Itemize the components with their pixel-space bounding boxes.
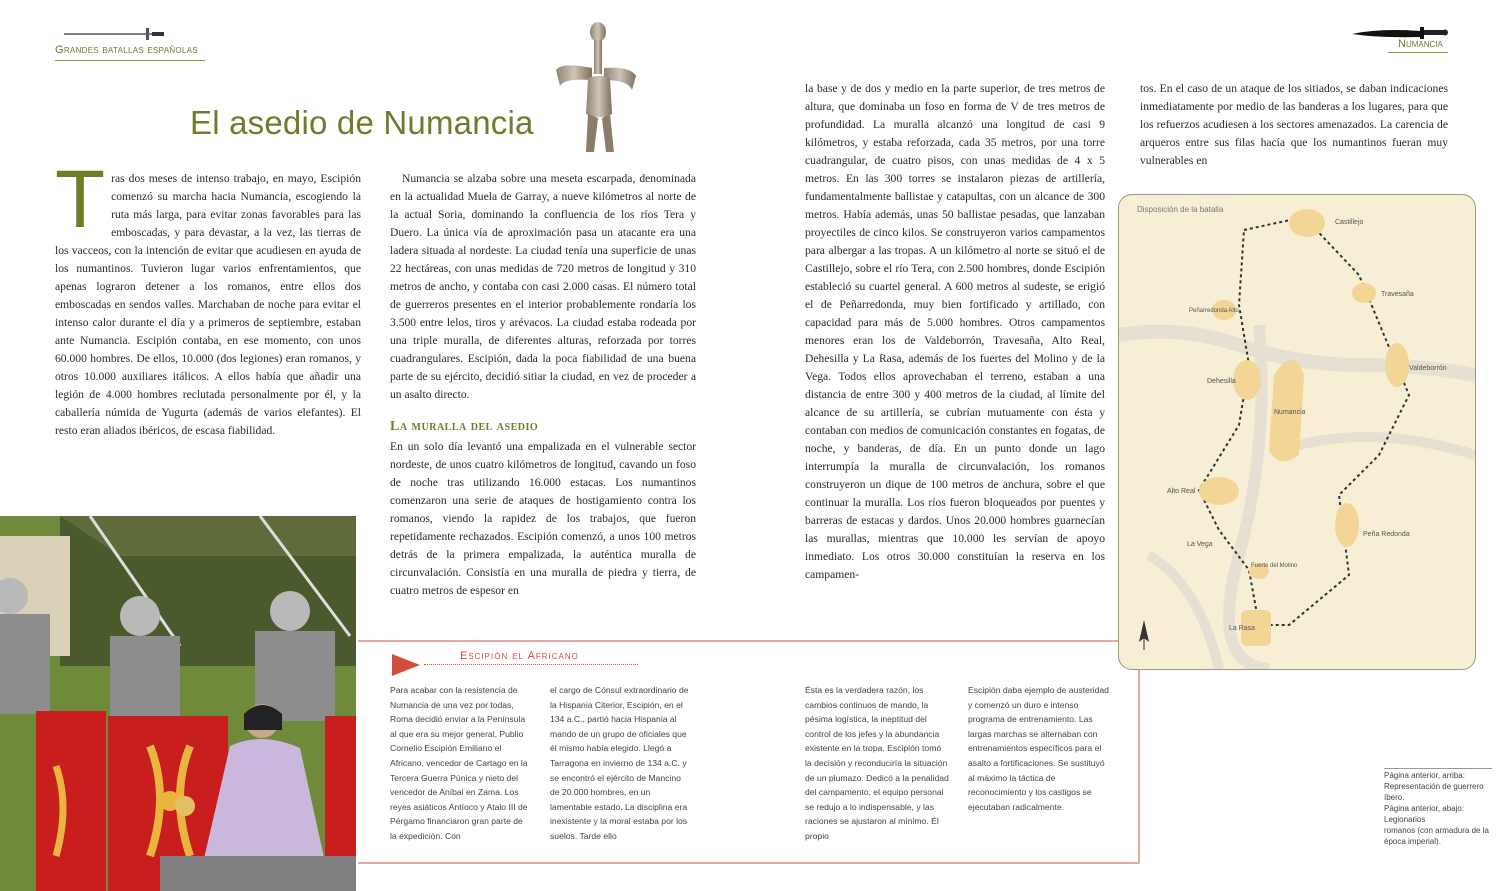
image-caption	[1384, 770, 1494, 847]
map-label-fuerte-molino: Fuerte del Molino	[1251, 563, 1298, 569]
sidebar-title: Escipión el Africano	[456, 650, 583, 662]
arrow-triangle-icon	[392, 654, 420, 676]
map-label-valdeborron: Valdeborrón	[1409, 365, 1447, 372]
column-2-text-1: Numancia se alzaba sobre una meseta escarpada, denominada en la actualidad Muela de Garray, a nueve kilómetros al norte de la actual Soria, dominando la confluencia de los ríos Tera y Duero. La única vía de aproximación pasa un atacante era una ladera situada al nordeste. La ciudad tenía una superficie de unas 22 hectáreas, con unas medidas de 720 metros de longitud y 310 metros de ancho, y contaba con casi 2.000 casas. El número total de guerreros presentes en el interior probablemente rondaría los 3.500 entre lelos, tiros y arévacos. La ciudad estaba rodeada por una triple muralla, de diferentes alturas, reforzada por torres cuadrangulares. Escipión, dada la poca fiabilidad de una buena parte de su ejército, decidió sitiar la ciudad, en vez de proceder a un asalto directo.	[390, 172, 696, 401]
running-head-left-rule	[55, 60, 205, 61]
map-label-alto-real: Alto Real	[1167, 488, 1196, 495]
running-head-right-rule	[1388, 52, 1448, 53]
sidebar-title-rule	[424, 664, 638, 665]
sword-icon	[60, 25, 170, 41]
column-4	[1140, 80, 1448, 170]
caption-line: Representación de guerrero	[1384, 782, 1484, 791]
caption-rule	[1384, 768, 1492, 769]
map-label-dehesilla: Dehesilla	[1207, 378, 1236, 385]
sidebar-column-2: el cargo de Cónsul extraordinario de la Hispania Citerior, Escipión, en el 134 a.C., partió hacia Hispania al mando de un grupo de oficiales que él mismo había elegido. Llegó a Tarragona en invierno de 134 a.C. y se encontró el ejército de Mancino de 20.000 hombres, en un lamentable estado. La disciplina era inexistente y la moral estaba por los suelos. Tarde ello	[550, 685, 689, 841]
map-label-numancia: Numancia	[1274, 409, 1306, 416]
map-label-travesana: Travesaña	[1381, 291, 1414, 298]
caption-line: Página anterior, abajo: Legionarios	[1384, 804, 1465, 824]
running-head-right: Numancia	[1398, 38, 1443, 50]
map-label-castillejo: Castillejo	[1335, 219, 1364, 226]
column-1-text: ras dos meses de intenso trabajo, en mayo, Escipión comenzó su marcha hacia Numancia, escogiendo la ruta más larga, para evitar zonas favorables para las emboscadas, y para devastar, a la vez, las tierras de los vacceos, con la intención de evitar que acudiesen en ayuda de los numantinos. Tuvieron lugar varios enfrentamientos, que apenas lograron detener a los romanos, entre ellos dos emboscadas en sendos valles. Marchaban de noche para evitar el intenso calor durante el día y a primeros de septiembre, estaban ante Numancia. Escipión contaba, en ese momento, con unos 60.000 hombres. De ellos, 10.000 (dos legiones) eran romanos, y otros 10.000 auxiliares itálicos. A ellos había que añadir una legión de 4.000 hombres reclutada personalmente por él, y la caballería númida de Yugurta (además de varios elefantes). El resto eran aliados ibéricos, de escasa fiabilidad.	[55, 172, 361, 437]
caption-line: época imperial).	[1384, 837, 1441, 846]
running-head-left: Grandes batallas españolas	[55, 44, 198, 56]
caption-line: Página anterior, arriba:	[1384, 771, 1465, 780]
drop-cap: T	[55, 154, 106, 245]
siege-map	[1118, 194, 1476, 670]
map-heading: Disposición de la batalla	[1137, 205, 1224, 214]
column-2-text-2: En un solo día levantó una empalizada en el vulnerable sector nordeste, de unos cuatro kilómetros de longitud, cavando un foso de noche tras utilizando 16.000 estacas. Los numantinos comenzaron una serie de ataques de hostigamiento contra los romanos, viendo la rapidez de los trabajos, que fueron repetidamente rechazados. Escipión comenzó, a unos 100 metros detrás de la primera empalizada, la auténtica muralla de circunvalación. Consistía en una muralla de piedra y tierra, de cuatro metros de espesor en	[390, 440, 696, 597]
page-title: El asedio de Numancia	[190, 104, 534, 141]
map-label-penarredonda-alto: Peñarredonda Alto	[1189, 308, 1239, 314]
sidebar-column-4: Escipión daba ejemplo de austeridad y comenzó un duro e intenso programa de entrenamiento. Las largas marchas se alternaban con entrenamientos específicos para el asalto a fortificaciones. Se sustituyó al máximo la táctica de reconocimiento y los castigos se ejecutaban radicalmente.	[968, 685, 1109, 812]
legionaries-photo	[0, 516, 356, 891]
sidebar-column-3: Ésta es la verdadera razón, los cambios continuos de mando, la pésima logística, la ineptitud del control de los jefes y la abundancia existente en la tropa. Escipión tomó la decisión y reconduciría la situación de un plumazo. Dedicó a la penalidad del campamento, el equipo personal se redujo a lo indispensable, y las raciones se ajustaron al mínimo. Él propio	[805, 685, 949, 841]
section-heading: La muralla del asedio	[390, 419, 539, 434]
column-3	[805, 80, 1105, 584]
north-arrow-icon	[1137, 620, 1151, 650]
caption-line: romanos (con armadura de la	[1384, 826, 1489, 835]
map-label-pena-redonda: Peña Redonda	[1363, 531, 1410, 538]
column-3-text: la base y de dos y medio en la parte superior, de tres metros de altura, que dominaba un foso en forma de V de tres metros de profundidad. La muralla alcanzó una longitud de casi 9 kilómetros, y estaba reforzada, cada 35 metros, por una torre cuadrangular, de cuatro pisos, con unas medidas de 4 x 5 metros. En las 300 torres se instalaron piezas de artillería, fundamentalmente ballistae y catapultas, con un alcance de 300 metros. Había además, unas 50 ballistae pesadas, que lanzaban proyectiles de cinco kilos. Se construyeron varios campamentos para albergar a las tropas. A un kilómetro al norte se situó el de Castillejo, sobre el río Tera, con 2.500 hombres, donde Escipión estableció su cuartel general. A 600 metros al sudeste, se erigió el de Peñarredonda, muy bien fortificado y artillado, con capacidad para más de 5.000 hombres. Otros campamentos menores eran los de Valdeborrón, Travesaña, Alto Real, Dehesilla y La Rasa, además de los fuertes del Molino y de la Vega. Todos ellos aprovechaban el terreno, estaban a una distancia de entre 300 y 400 metros de la ciudad, al límite del alcance de su artillería, se cubrían mutuamente con ésta y contaban con medios de comunicación constantes en fogatas, de noche, y banderas, de día. En un punto donde un lago interrumpía la muralla de circunvalación, los romanos construyeron un dique de 100 metros de anchura, sobre el que continuar la muralla. Los ríos fueron bloqueados por puentes y barreras de estacas y dardos. Unos 20.000 hombres guarnecían las murallas, mientras que 10.000 les servían de apoyo inmediato. Los otros 30.000 constituían la reserva en los campamen-	[805, 82, 1105, 581]
caption-line: íbero.	[1384, 793, 1405, 802]
column-1	[55, 154, 361, 440]
figurine-image	[552, 18, 640, 158]
column-4-text: tos. En el caso de un ataque de los sitiados, se daban indicaciones inmediatamente por medio de las banderas a los lugares, para que los refuerzos acudiesen a los sectores amenazados. La carencia de arqueros entre sus filas hacía que los numantinos fueran muy vulnerables en	[1140, 82, 1448, 167]
map-label-la-vega: La Vega	[1187, 541, 1213, 548]
map-label-la-rasa: La Rasa	[1229, 625, 1256, 632]
column-2	[390, 170, 696, 600]
sidebar-column-1: Para acabar con la resistencia de Numancia de una vez por todas, Roma decidió enviar a la Península al que era su mejor general, Publio Cornelio Escipión Emiliano el Africano, vencedor de Cartago en la Tercera Guerra Púnica y nieto del vencedor de Aníbal en Zama. Los reyes asiáticos Antíoco y Atalo III de Pérgamo financiaron gran parte de la expedición. Con	[390, 685, 528, 841]
